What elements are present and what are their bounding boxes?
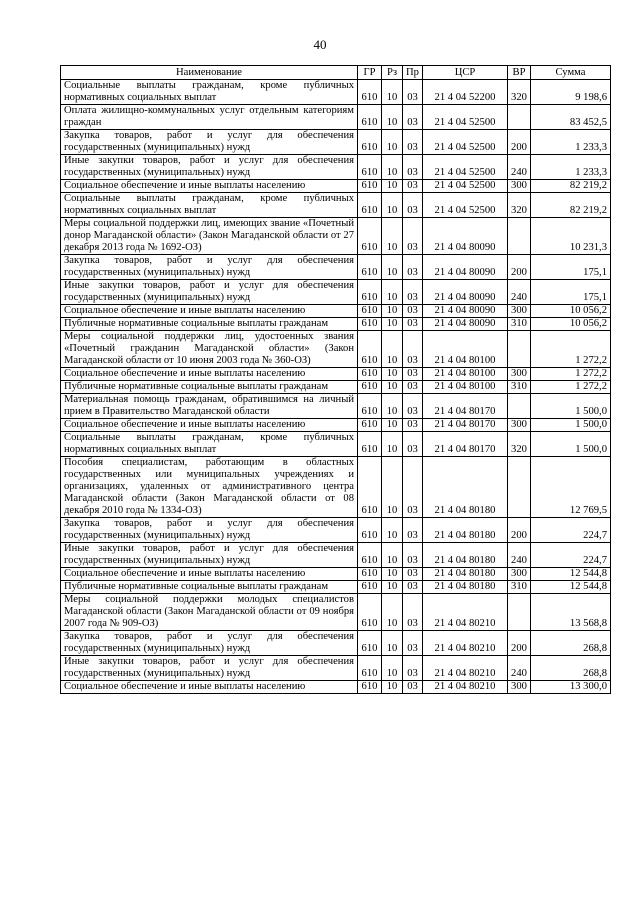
cell-name: Иные закупки товаров, работ и услуг для обеспечения государственных (муниципальных) нужд <box>61 280 358 305</box>
cell-vr: 300 <box>508 368 531 381</box>
cell-gr: 610 <box>358 381 382 394</box>
cell-pr: 03 <box>403 193 423 218</box>
cell-sum: 268,8 <box>531 631 611 656</box>
table-body <box>61 80 611 694</box>
cell-pr: 03 <box>403 180 423 193</box>
table-row <box>61 432 611 457</box>
table-row <box>61 543 611 568</box>
cell-gr: 610 <box>358 280 382 305</box>
cell-name: Материальная помощь гражданам, обратившимся на личный прием в Правительство Магаданской области <box>61 394 358 419</box>
table-row <box>61 381 611 394</box>
header-rz: Рз <box>382 66 403 80</box>
table-row <box>61 631 611 656</box>
cell-vr <box>508 594 531 631</box>
table-row <box>61 394 611 419</box>
cell-rz: 10 <box>382 80 403 105</box>
table-row <box>61 656 611 681</box>
cell-name: Публичные нормативные социальные выплаты гражданам <box>61 318 358 331</box>
cell-pr: 03 <box>403 432 423 457</box>
cell-vr: 300 <box>508 305 531 318</box>
cell-csr: 21 4 04 80210 <box>423 631 508 656</box>
cell-vr: 240 <box>508 656 531 681</box>
cell-rz: 10 <box>382 594 403 631</box>
cell-rz: 10 <box>382 543 403 568</box>
cell-vr: 300 <box>508 180 531 193</box>
cell-gr: 610 <box>358 394 382 419</box>
cell-vr <box>508 331 531 368</box>
cell-gr: 610 <box>358 218 382 255</box>
cell-name: Социальное обеспечение и иные выплаты населению <box>61 681 358 694</box>
cell-rz: 10 <box>382 568 403 581</box>
cell-name: Публичные нормативные социальные выплаты гражданам <box>61 581 358 594</box>
cell-gr: 610 <box>358 631 382 656</box>
cell-gr: 610 <box>358 457 382 518</box>
cell-sum: 12 769,5 <box>531 457 611 518</box>
cell-name: Закупка товаров, работ и услуг для обеспечения государственных (муниципальных) нужд <box>61 518 358 543</box>
cell-sum: 10 056,2 <box>531 305 611 318</box>
cell-pr: 03 <box>403 331 423 368</box>
budget-table <box>60 65 611 694</box>
cell-pr: 03 <box>403 543 423 568</box>
cell-vr: 300 <box>508 419 531 432</box>
header-csr: ЦСР <box>423 66 508 80</box>
cell-rz: 10 <box>382 318 403 331</box>
cell-vr: 240 <box>508 543 531 568</box>
cell-rz: 10 <box>382 155 403 180</box>
cell-pr: 03 <box>403 280 423 305</box>
cell-gr: 610 <box>358 180 382 193</box>
cell-csr: 21 4 04 80210 <box>423 681 508 694</box>
table-row <box>61 80 611 105</box>
cell-rz: 10 <box>382 368 403 381</box>
cell-csr: 21 4 04 80180 <box>423 543 508 568</box>
table-row <box>61 368 611 381</box>
cell-csr: 21 4 04 80090 <box>423 218 508 255</box>
cell-sum: 83 452,5 <box>531 105 611 130</box>
cell-sum: 268,8 <box>531 656 611 681</box>
cell-rz: 10 <box>382 280 403 305</box>
cell-csr: 21 4 04 80180 <box>423 518 508 543</box>
cell-sum: 224,7 <box>531 518 611 543</box>
cell-name: Закупка товаров, работ и услуг для обеспечения государственных (муниципальных) нужд <box>61 130 358 155</box>
cell-gr: 610 <box>358 368 382 381</box>
cell-vr: 310 <box>508 581 531 594</box>
table-row <box>61 280 611 305</box>
cell-sum: 1 500,0 <box>531 394 611 419</box>
cell-name: Оплата жилищно-коммунальных услуг отдельным категориям граждан <box>61 105 358 130</box>
cell-rz: 10 <box>382 130 403 155</box>
cell-gr: 610 <box>358 518 382 543</box>
cell-vr <box>508 457 531 518</box>
cell-rz: 10 <box>382 331 403 368</box>
cell-sum: 175,1 <box>531 280 611 305</box>
cell-name: Меры социальной поддержки лиц, имеющих звание «Почетный донор Магаданской области» (Закон Магаданской области от 27 декабря 2013 года № 1692-ОЗ) <box>61 218 358 255</box>
cell-csr: 21 4 04 80180 <box>423 457 508 518</box>
cell-sum: 1 500,0 <box>531 419 611 432</box>
cell-gr: 610 <box>358 432 382 457</box>
cell-gr: 610 <box>358 656 382 681</box>
cell-pr: 03 <box>403 80 423 105</box>
cell-sum: 10 231,3 <box>531 218 611 255</box>
cell-gr: 610 <box>358 331 382 368</box>
cell-rz: 10 <box>382 457 403 518</box>
cell-vr <box>508 218 531 255</box>
cell-name: Социальное обеспечение и иные выплаты населению <box>61 368 358 381</box>
cell-gr: 610 <box>358 255 382 280</box>
cell-sum: 13 300,0 <box>531 681 611 694</box>
cell-csr: 21 4 04 52500 <box>423 180 508 193</box>
cell-csr: 21 4 04 80090 <box>423 318 508 331</box>
cell-name: Иные закупки товаров, работ и услуг для обеспечения государственных (муниципальных) нужд <box>61 155 358 180</box>
cell-rz: 10 <box>382 105 403 130</box>
cell-sum: 9 198,6 <box>531 80 611 105</box>
cell-vr: 310 <box>508 381 531 394</box>
cell-csr: 21 4 04 80090 <box>423 255 508 280</box>
header-gr: ГР <box>358 66 382 80</box>
cell-gr: 610 <box>358 594 382 631</box>
cell-name: Социальное обеспечение и иные выплаты населению <box>61 419 358 432</box>
table-row <box>61 581 611 594</box>
cell-rz: 10 <box>382 656 403 681</box>
table-row <box>61 318 611 331</box>
cell-gr: 610 <box>358 155 382 180</box>
cell-pr: 03 <box>403 594 423 631</box>
cell-gr: 610 <box>358 105 382 130</box>
cell-csr: 21 4 04 80100 <box>423 381 508 394</box>
cell-csr: 21 4 04 80090 <box>423 305 508 318</box>
cell-vr: 240 <box>508 155 531 180</box>
cell-rz: 10 <box>382 180 403 193</box>
table-row <box>61 305 611 318</box>
cell-sum: 13 568,8 <box>531 594 611 631</box>
table-row <box>61 331 611 368</box>
cell-csr: 21 4 04 52500 <box>423 193 508 218</box>
cell-vr: 320 <box>508 432 531 457</box>
cell-csr: 21 4 04 80170 <box>423 394 508 419</box>
cell-sum: 1 272,2 <box>531 381 611 394</box>
cell-pr: 03 <box>403 381 423 394</box>
cell-sum: 12 544,8 <box>531 581 611 594</box>
cell-name: Социальные выплаты гражданам, кроме публичных нормативных социальных выплат <box>61 432 358 457</box>
cell-name: Меры социальной поддержки лиц, удостоенных звания «Почетный гражданин Магаданской области» (Закон Магаданской области от 10 июня 2003 года № 360-ОЗ) <box>61 331 358 368</box>
cell-csr: 21 4 04 80100 <box>423 368 508 381</box>
cell-pr: 03 <box>403 394 423 419</box>
cell-pr: 03 <box>403 568 423 581</box>
cell-rz: 10 <box>382 631 403 656</box>
cell-rz: 10 <box>382 218 403 255</box>
cell-sum: 1 233,3 <box>531 155 611 180</box>
table-row <box>61 594 611 631</box>
cell-vr: 300 <box>508 568 531 581</box>
cell-pr: 03 <box>403 419 423 432</box>
cell-sum: 82 219,2 <box>531 180 611 193</box>
table-row <box>61 155 611 180</box>
table-row <box>61 180 611 193</box>
cell-name: Иные закупки товаров, работ и услуг для обеспечения государственных (муниципальных) нужд <box>61 656 358 681</box>
table-row <box>61 130 611 155</box>
cell-name: Социальные выплаты гражданам, кроме публичных нормативных социальных выплат <box>61 193 358 218</box>
cell-rz: 10 <box>382 255 403 280</box>
page-number: 40 <box>313 37 327 52</box>
cell-rz: 10 <box>382 381 403 394</box>
cell-vr: 200 <box>508 130 531 155</box>
cell-vr: 300 <box>508 681 531 694</box>
cell-sum: 1 272,2 <box>531 368 611 381</box>
header-sum: Сумма <box>531 66 611 80</box>
cell-csr: 21 4 04 52500 <box>423 105 508 130</box>
cell-pr: 03 <box>403 368 423 381</box>
cell-gr: 610 <box>358 568 382 581</box>
cell-vr <box>508 105 531 130</box>
cell-pr: 03 <box>403 218 423 255</box>
cell-pr: 03 <box>403 656 423 681</box>
cell-csr: 21 4 04 80180 <box>423 568 508 581</box>
cell-pr: 03 <box>403 318 423 331</box>
cell-csr: 21 4 04 80090 <box>423 280 508 305</box>
cell-pr: 03 <box>403 681 423 694</box>
cell-sum: 10 056,2 <box>531 318 611 331</box>
cell-gr: 610 <box>358 543 382 568</box>
cell-gr: 610 <box>358 193 382 218</box>
cell-name: Иные закупки товаров, работ и услуг для обеспечения государственных (муниципальных) нужд <box>61 543 358 568</box>
cell-csr: 21 4 04 80210 <box>423 594 508 631</box>
cell-gr: 610 <box>358 305 382 318</box>
cell-pr: 03 <box>403 105 423 130</box>
table-row <box>61 419 611 432</box>
cell-sum: 224,7 <box>531 543 611 568</box>
header-pr: Пр <box>403 66 423 80</box>
cell-name: Социальное обеспечение и иные выплаты населению <box>61 180 358 193</box>
cell-name: Социальное обеспечение и иные выплаты населению <box>61 568 358 581</box>
cell-sum: 1 233,3 <box>531 130 611 155</box>
cell-vr: 200 <box>508 518 531 543</box>
table-row <box>61 568 611 581</box>
cell-pr: 03 <box>403 155 423 180</box>
cell-csr: 21 4 04 80100 <box>423 331 508 368</box>
cell-vr <box>508 394 531 419</box>
cell-pr: 03 <box>403 457 423 518</box>
cell-name: Публичные нормативные социальные выплаты гражданам <box>61 381 358 394</box>
cell-pr: 03 <box>403 518 423 543</box>
cell-gr: 610 <box>358 80 382 105</box>
cell-name: Закупка товаров, работ и услуг для обеспечения государственных (муниципальных) нужд <box>61 631 358 656</box>
cell-rz: 10 <box>382 394 403 419</box>
table-row <box>61 457 611 518</box>
cell-csr: 21 4 04 80170 <box>423 432 508 457</box>
cell-sum: 82 219,2 <box>531 193 611 218</box>
cell-csr: 21 4 04 52200 <box>423 80 508 105</box>
cell-rz: 10 <box>382 305 403 318</box>
header-name: Наименование <box>61 66 358 80</box>
cell-sum: 12 544,8 <box>531 568 611 581</box>
table-row <box>61 255 611 280</box>
cell-csr: 21 4 04 52500 <box>423 130 508 155</box>
cell-csr: 21 4 04 80210 <box>423 656 508 681</box>
table-row <box>61 193 611 218</box>
table-header-row <box>61 66 611 80</box>
cell-name: Меры социальной поддержки молодых специалистов Магаданской области (Закон Магаданской области от 09 ноября 2007 года № 909-ОЗ) <box>61 594 358 631</box>
cell-rz: 10 <box>382 193 403 218</box>
cell-rz: 10 <box>382 518 403 543</box>
cell-pr: 03 <box>403 305 423 318</box>
cell-sum: 1 500,0 <box>531 432 611 457</box>
cell-name: Социальное обеспечение и иные выплаты населению <box>61 305 358 318</box>
table-row <box>61 518 611 543</box>
cell-pr: 03 <box>403 130 423 155</box>
cell-vr: 320 <box>508 80 531 105</box>
cell-csr: 21 4 04 80180 <box>423 581 508 594</box>
cell-rz: 10 <box>382 581 403 594</box>
cell-name: Закупка товаров, работ и услуг для обеспечения государственных (муниципальных) нужд <box>61 255 358 280</box>
cell-rz: 10 <box>382 681 403 694</box>
cell-gr: 610 <box>358 318 382 331</box>
cell-pr: 03 <box>403 255 423 280</box>
cell-csr: 21 4 04 52500 <box>423 155 508 180</box>
header-vr: ВР <box>508 66 531 80</box>
cell-vr: 310 <box>508 318 531 331</box>
cell-csr: 21 4 04 80170 <box>423 419 508 432</box>
cell-gr: 610 <box>358 681 382 694</box>
cell-pr: 03 <box>403 581 423 594</box>
cell-rz: 10 <box>382 419 403 432</box>
cell-sum: 1 272,2 <box>531 331 611 368</box>
cell-gr: 610 <box>358 419 382 432</box>
cell-pr: 03 <box>403 631 423 656</box>
cell-vr: 200 <box>508 631 531 656</box>
cell-sum: 175,1 <box>531 255 611 280</box>
cell-gr: 610 <box>358 581 382 594</box>
cell-vr: 320 <box>508 193 531 218</box>
cell-name: Пособия специалистам, работающим в областных государственных или муниципальных учреждениях и организациях, удаленных от административного центра Магаданской области (Закон Магаданской области от 08 декабря 2010 года № 1334-ОЗ) <box>61 457 358 518</box>
cell-rz: 10 <box>382 432 403 457</box>
table-row <box>61 105 611 130</box>
cell-vr: 200 <box>508 255 531 280</box>
table-row <box>61 681 611 694</box>
table-row <box>61 218 611 255</box>
cell-gr: 610 <box>358 130 382 155</box>
cell-name: Социальные выплаты гражданам, кроме публичных нормативных социальных выплат <box>61 80 358 105</box>
cell-vr: 240 <box>508 280 531 305</box>
